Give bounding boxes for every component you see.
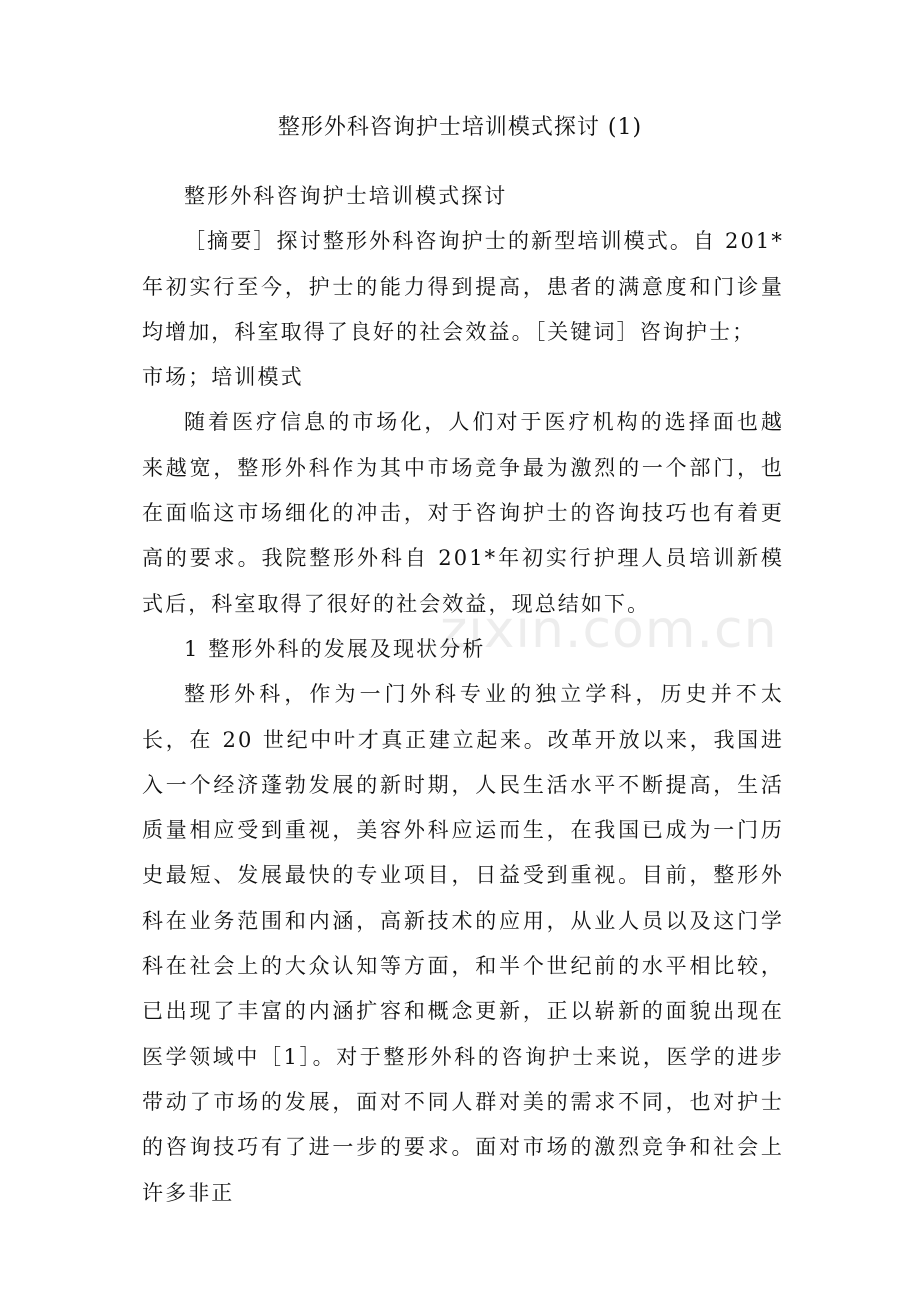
document-body	[142, 174, 784, 1216]
section-heading: 1 整形外科的发展及现状分析	[184, 636, 486, 661]
abstract-paragraph: ［摘要］探讨整形外科咨询护士的新型培训模式。自 201*年初实行至今，护士的能力得到提高，患者的满意度和门诊量均增加，科室取得了良好的社会效益。［关键词］咨询护士；	[142, 229, 784, 344]
body-paragraph-1: 随着医疗信息的市场化，人们对于医疗机构的选择面也越来越宽，整形外科作为其中市场竞争最为激烈的一个部门，也在面临这市场细化的冲击，对于咨询护士的咨询技巧也有着更高的要求。我院整形外科自 201*年初实行护理人员培训新模式后，科室取得了很好的社会效益，现总结如下。	[142, 410, 784, 616]
body-paragraph-2: 整形外科，作为一门外科专业的独立学科，历史并不太长，在 20 世纪中叶才真正建立起来。改革开放以来，我国进入一个经济蓬勃发展的新时期，人民生活水平不断提高，生活质量相应受到重视，美容外科应运而生，在我国已成为一门历史最短、发展最快的专业项目，日益受到重视。目前，整形外科在业务范围和内涵，高新技术的应用，从业人员以及这门学科在社会上的大众认知等方面，和半个世纪前的水平相比较，已出现了丰富的内涵扩容和概念更新，正以崭新的面貌出现在医学领域中［1］。对于整形外科的咨询护士来说，医学的进步带动了市场的发展，面对不同人群对美的需求不同，也对护士的咨询技巧有了进一步的要求。面对市场的激烈竞争和社会上许多非正	[142, 682, 784, 1205]
watermark: zixin.com.cn	[440, 600, 778, 660]
keywords-line: 市场；培训模式	[142, 365, 304, 390]
document-title: 整形外科咨询护士培训模式探讨 (1)	[277, 115, 643, 140]
document-subtitle: 整形外科咨询护士培训模式探讨	[184, 184, 508, 208]
